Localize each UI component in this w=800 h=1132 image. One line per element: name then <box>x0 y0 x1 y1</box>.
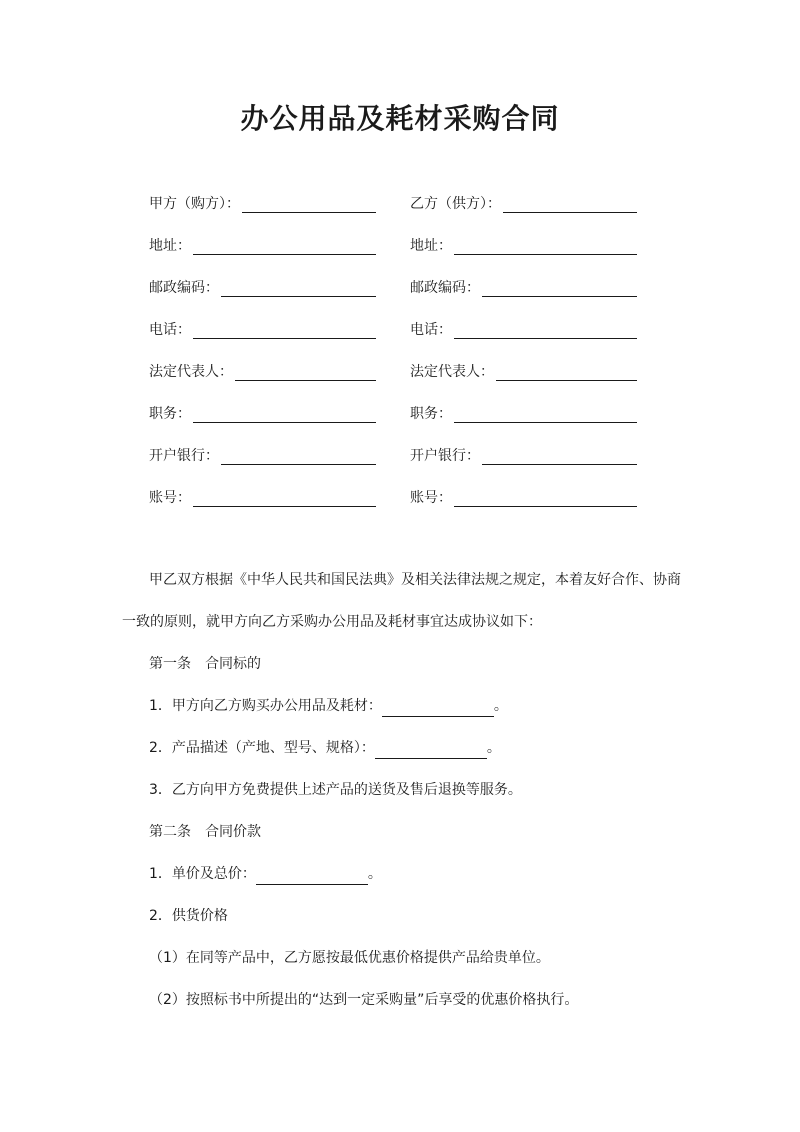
party-a-label: 法定代表人： <box>149 364 233 380</box>
party-a-field <box>149 444 376 468</box>
party-a-label: 职务： <box>149 406 191 422</box>
party-row <box>0 276 800 300</box>
article2-sub1: （1）在同等产品中，乙方愿按最低优惠价格提供产品给贵单位。 <box>149 950 550 966</box>
fill-blank-line <box>256 868 368 885</box>
fill-blank-line <box>482 279 637 297</box>
party-row <box>0 360 800 384</box>
fill-blank-line <box>221 279 376 297</box>
party-b-field <box>410 192 637 216</box>
party-a-label: 地址： <box>149 238 191 254</box>
fill-blank-line <box>193 405 376 423</box>
article1-item1-end: 。 <box>493 698 508 714</box>
intro-paragraph-line2: 一致的原则，就甲方向乙方采购办公用品及耗材事宜达成协议如下： <box>122 614 542 630</box>
party-a-label: 电话： <box>149 322 191 338</box>
party-a-field <box>149 234 376 258</box>
party-row <box>0 234 800 258</box>
party-b-label: 开户银行： <box>410 448 480 464</box>
party-a-field <box>149 486 376 510</box>
party-row <box>0 402 800 426</box>
party-a-label: 邮政编码： <box>149 280 219 296</box>
party-a-label: 账号： <box>149 490 191 506</box>
party-row <box>0 318 800 342</box>
article2-item1-text: 1．单价及总价： <box>149 866 256 882</box>
fill-blank-line <box>382 700 494 717</box>
article1-item2-end: 。 <box>486 740 501 756</box>
party-a-field <box>149 276 376 300</box>
fill-blank-line <box>235 363 376 381</box>
party-a-field <box>149 192 376 216</box>
fill-blank-line <box>503 195 637 213</box>
fill-blank-line <box>454 321 637 339</box>
party-row <box>0 486 800 510</box>
party-row <box>0 192 800 216</box>
party-a-label: 开户银行： <box>149 448 219 464</box>
party-a-field <box>149 402 376 426</box>
party-b-field <box>410 486 637 510</box>
party-a-label: 甲方（购方）： <box>149 196 240 212</box>
party-b-field <box>410 402 637 426</box>
party-b-field <box>410 444 637 468</box>
party-row <box>0 444 800 468</box>
article1-item2 <box>149 737 501 759</box>
document-title: 办公用品及耗材采购合同 <box>240 102 560 135</box>
article1-heading: 第一条 合同标的 <box>149 656 261 672</box>
intro-paragraph-line1: 甲乙双方根据《中华人民共和国民法典》及相关法律法规之规定，本着友好合作、协商 <box>149 572 681 588</box>
party-b-field <box>410 276 637 300</box>
fill-blank-line <box>496 363 637 381</box>
party-b-label: 法定代表人： <box>410 364 494 380</box>
article1-item1-text: 1．甲方向乙方购买办公用品及耗材： <box>149 698 382 714</box>
fill-blank-line <box>193 237 376 255</box>
party-a-field <box>149 318 376 342</box>
fill-blank-line <box>482 447 637 465</box>
party-b-label: 地址： <box>410 238 452 254</box>
article1-item3: 3．乙方向甲方免费提供上述产品的送货及售后退换等服务。 <box>149 782 522 798</box>
party-b-field <box>410 234 637 258</box>
party-b-label: 电话： <box>410 322 452 338</box>
fill-blank-line <box>454 237 637 255</box>
fill-blank-line <box>242 195 376 213</box>
fill-blank-line <box>193 321 376 339</box>
party-b-label: 职务： <box>410 406 452 422</box>
article1-item1 <box>149 695 508 717</box>
party-b-field <box>410 318 637 342</box>
party-b-label: 账号： <box>410 490 452 506</box>
party-a-field <box>149 360 376 384</box>
article1-item2-text: 2．产品描述（产地、型号、规格）： <box>149 740 375 756</box>
article2-heading: 第二条 合同价款 <box>149 824 261 840</box>
fill-blank-line <box>375 742 487 759</box>
article2-item2: 2．供货价格 <box>149 908 228 924</box>
fill-blank-line <box>454 489 637 507</box>
party-b-label: 邮政编码： <box>410 280 480 296</box>
article2-sub2: （2）按照标书中所提出的“达到一定采购量”后享受的优惠价格执行。 <box>149 992 579 1008</box>
fill-blank-line <box>221 447 376 465</box>
fill-blank-line <box>454 405 637 423</box>
party-b-label: 乙方（供方）： <box>410 196 501 212</box>
party-b-field <box>410 360 637 384</box>
article2-item1-end: 。 <box>367 866 382 882</box>
fill-blank-line <box>193 489 376 507</box>
article2-item1 <box>149 863 382 885</box>
